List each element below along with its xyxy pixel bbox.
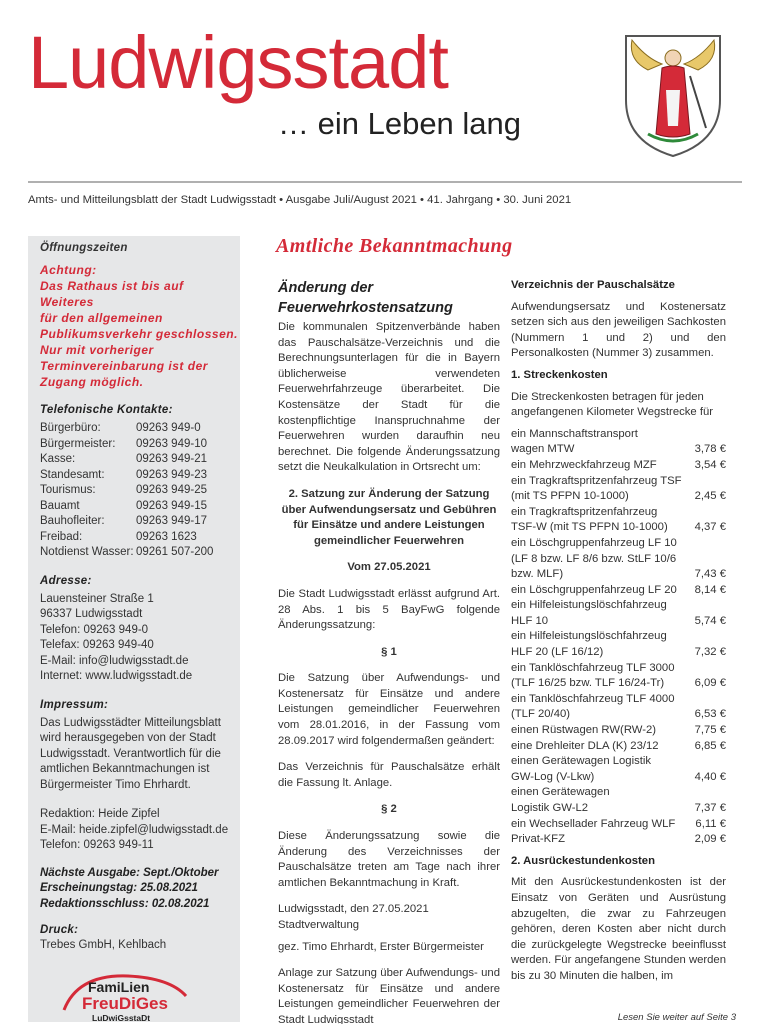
- fee-item-label: ein Tragkraftspritzenfahrzeug TSF: [511, 474, 682, 487]
- section-1-intro: Die Streckenkosten betragen für jeden angefangenen Kilometer Wegstrecke für: [511, 390, 713, 419]
- fee-row: [511, 614, 726, 630]
- section-2-title: 2. Ausrückestundenkosten: [511, 854, 655, 867]
- fee-row: [511, 458, 726, 474]
- contact-label: Notdienst Wasser:: [40, 546, 134, 558]
- fee-item-value: 6,09 €: [694, 677, 726, 690]
- signature-place-date: Ludwigsstadt, den 27.05.2021: [278, 903, 429, 916]
- impressum-line: Das Ludwigsstädter Mitteilungsblatt: [40, 716, 221, 729]
- paragraph-1-text: Die Satzung über Aufwendungs- und Kostenersatz für Einsätze und andere Leistungen gemeindlicher Feuerwehren vom 28.01.2016, in der Fassung vom 28.09.2017 wird folgendermaßen geändert:: [278, 672, 500, 747]
- masthead-title: Ludwigsstadt: [28, 21, 448, 104]
- fee-item-label: bzw. MLF): [511, 568, 564, 581]
- fee-item-value: 7,75 €: [694, 724, 726, 737]
- header-rule: [28, 181, 742, 183]
- fee-list: [511, 427, 726, 848]
- hours-title: Öffnungszeiten: [40, 242, 128, 254]
- fee-row: [511, 520, 726, 536]
- fee-item-value: 5,74 €: [694, 614, 726, 627]
- article-column-1: [278, 278, 500, 1024]
- contact-row: [40, 421, 240, 437]
- fee-row: [511, 567, 726, 583]
- signature-org: Stadtverwaltung: [278, 919, 360, 931]
- fee-item-value: 3,78 €: [694, 443, 726, 456]
- fee-item-label: eine Drehleiter DLA (K) 23/12: [511, 739, 659, 752]
- email-link[interactable]: E-Mail: info@ludwigsstadt.de: [40, 654, 189, 667]
- fee-item-label: GW-Log (V-Lkw): [511, 770, 595, 783]
- logo-text-familien: FamiLien: [88, 978, 150, 995]
- print-title: Druck:: [40, 924, 79, 936]
- paragraph-2-text: Diese Änderungssatzung sowie die Änderung des Verzeichnisses der Pauschalsätze treten am Tage nach ihrer amtlichen Bekanntmachung in Kraft.: [278, 830, 500, 889]
- contact-label: Bürgerbüro:: [40, 422, 101, 434]
- fax-line: Telefax: 09263 949-40: [40, 639, 154, 651]
- address-line: Lauensteiner Straße 1: [40, 592, 154, 605]
- familien-freudiges-logo: [58, 966, 198, 1024]
- article-intro: Die kommunalen Spitzenverbände haben das Pauschalsätze-Verzeichnis und die Berechnungsunterlagen für die in Bayern üblicherweise verwendeten Feuerwehrfahrzeuge überarbeitet. Die Kostensätze der Stadt für die kostenpflichtige Inanspruchnahme der Feuerwehren wurden daraufhin neu berechnet. Die folgende Änderungssatzung setzt die Neukalkulation in Ortsrecht um:: [278, 321, 500, 474]
- next-issue-line: Nächste Ausgabe: Sept./Oktober: [40, 866, 219, 879]
- contact-row: [40, 437, 240, 453]
- impressum-line: wird herausgegeben von der Stadt: [40, 732, 216, 744]
- fee-item-value: 7,37 €: [694, 802, 726, 814]
- fee-item-value: 6,53 €: [694, 708, 726, 721]
- contact-phone: 09263 949-23: [136, 468, 207, 481]
- alert-line: Das Rathaus ist bis auf Weiteres: [40, 279, 184, 309]
- fee-item-value: 8,14 €: [694, 583, 726, 596]
- fee-item-label: Logistik GW-L2: [511, 802, 589, 814]
- coat-of-arms-icon: [618, 30, 728, 160]
- fee-row: [511, 536, 726, 552]
- fee-item-label: einen Gerätewagen Logistik: [511, 755, 652, 768]
- fee-row: [511, 832, 726, 848]
- fee-item-label: wagen MTW: [511, 443, 575, 456]
- fee-row: [511, 661, 726, 677]
- fees-title: Verzeichnis der Pauschalsätze: [511, 279, 675, 291]
- section-2-text: Mit den Ausrückestundenkosten ist der Einsatz von Geräten und Ausrüstung abzugelten, die zwar zu Fahrzeugen gehören, deren Kosten aber nicht durch die zurückgelegte Wegstrecke beeinflusst werden. Für angefangene Stunden werden bis zu 30 Minuten die halben, im: [511, 876, 726, 982]
- fee-item-value: 2,09 €: [694, 833, 726, 846]
- article-title: Änderung der Feuerwehrkostensatzung: [278, 280, 453, 316]
- fee-row: [511, 692, 726, 708]
- fee-row: [511, 629, 726, 645]
- logo-text-freudiges: FreuDiGes: [82, 993, 168, 1013]
- editor-phone: Telefon: 09263 949-11: [40, 839, 154, 851]
- contact-label: Bauamt: [40, 499, 80, 512]
- fee-item-value: 6,85 €: [694, 739, 726, 752]
- fee-row: [511, 552, 726, 568]
- contact-label: Kasse:: [40, 453, 76, 465]
- fee-item-value: 7,43 €: [694, 568, 726, 581]
- fee-row: [511, 427, 726, 443]
- fee-item-label: einen Gerätewagen: [511, 786, 610, 799]
- statute-title: 2. Satzung zur Änderung der Satzung über Aufwendungsersatz und Gebühren für Einsätze und andere Leistungen gemeindlicher Feuerwehren: [281, 487, 497, 547]
- masthead-subtitle: … ein Leben lang: [278, 106, 522, 141]
- deadline-line: Redaktionsschluss: 02.08.2021: [40, 897, 210, 910]
- statute-date: Vom 27.05.2021: [347, 561, 431, 574]
- closure-alert: [40, 262, 240, 390]
- sidebar: [28, 236, 240, 1022]
- impressum-line: amtlichen Bekanntmachungen ist: [40, 763, 210, 775]
- fee-row: [511, 754, 726, 770]
- fee-item-label: ein Tanklöschfahrzeug TLF 4000: [511, 692, 675, 705]
- fee-item-label: ein Löschgruppenfahrzeug LF 10: [511, 536, 677, 549]
- fee-item-label: (TLF 16/25 bzw. TLF 16/24-Tr): [511, 677, 665, 690]
- contact-row: [40, 499, 240, 515]
- fee-row: [511, 583, 726, 599]
- contact-row: [40, 468, 240, 484]
- fee-item-value: 7,32 €: [694, 646, 726, 659]
- contact-label: Tourismus:: [40, 484, 96, 496]
- contact-label: Bürgermeister:: [40, 437, 116, 450]
- contact-phone: 09263 949-0: [136, 422, 201, 434]
- editor-block: [40, 807, 240, 854]
- impressum-line: Ludwigsstadt. Verantwortlich für die: [40, 747, 221, 760]
- fee-row: [511, 505, 726, 521]
- article-column-2: [511, 278, 726, 985]
- address-title: Adresse:: [40, 574, 92, 587]
- fee-row: [511, 739, 726, 755]
- alert-line: Publikumsverkehr geschlossen.: [40, 327, 238, 341]
- phone-line: Telefon: 09263 949-0: [40, 623, 149, 636]
- fee-item-value: 2,45 €: [694, 490, 726, 503]
- contact-row: [40, 483, 240, 499]
- fee-item-label: HLF 10: [511, 614, 549, 627]
- alert-line: Terminvereinbarung ist der: [40, 359, 208, 373]
- impressum-block: [40, 716, 240, 794]
- fee-row: [511, 707, 726, 723]
- fee-row: [511, 801, 726, 817]
- fee-row: [511, 474, 726, 490]
- contact-row: [40, 530, 240, 546]
- fee-item-label: TSF-W (mit TS PFPN 10-1000): [511, 521, 668, 534]
- annex-text: Anlage zur Satzung über Aufwendungs- und Kostenersatz für Einsätze und andere Leistungen gemeindlicher Feuerwehren der Stadt Ludwigsstadt: [278, 967, 500, 1024]
- alert-line: Zugang möglich.: [40, 375, 144, 389]
- fee-row: [511, 676, 726, 692]
- fee-item-label: HLF 20 (LF 16/12): [511, 646, 604, 659]
- fee-item-label: (mit TS PFPN 10-1000): [511, 490, 629, 503]
- alert-line: für den allgemeinen: [40, 311, 163, 325]
- editor-email-link[interactable]: E-Mail: heide.zipfel@ludwigsstadt.de: [40, 823, 229, 836]
- contact-label: Freibad:: [40, 530, 83, 543]
- section-1-title: 1. Streckenkosten: [511, 368, 608, 381]
- fee-item-label: ein Tanklöschfahrzeug TLF 3000: [511, 661, 675, 674]
- fee-item-label: ein Wechsellader Fahrzeug WLF: [511, 817, 676, 830]
- fee-item-label: ein Hilfeleistungslöschfahrzeug: [511, 599, 667, 612]
- logo-text-ludwigsstadt: LuDwiGsstaDt: [92, 1012, 151, 1023]
- contact-row: [40, 514, 240, 530]
- contact-phone: 09263 949-25: [136, 484, 207, 496]
- alert-line: Achtung:: [40, 263, 97, 277]
- contacts-list: [40, 421, 240, 561]
- fee-row: [511, 598, 726, 614]
- fee-row: [511, 817, 726, 833]
- fee-row: [511, 770, 726, 786]
- preamble: Die Stadt Ludwigsstadt erlässt aufgrund Art. 28 Abs. 1 bis 5 BayFwG folgende Änderungssatzung:: [278, 587, 500, 632]
- release-date-line: Erscheinungstag: 25.08.2021: [40, 882, 198, 894]
- impressum-line: Bürgermeister Timo Ehrhardt.: [40, 778, 191, 791]
- fee-item-label: ein Hilfeleistungslöschfahrzeug: [511, 630, 667, 643]
- fee-item-label: ein Löschgruppenfahrzeug LF 20: [511, 583, 677, 596]
- issue-line: Amts- und Mitteilungsblatt der Stadt Ludwigsstadt • Ausgabe Juli/August 2021 • 41. Jahrgang • 30. Juni 2021: [28, 194, 572, 206]
- fee-item-value: 3,54 €: [694, 458, 726, 471]
- website-link[interactable]: Internet: www.ludwigsstadt.de: [40, 670, 193, 682]
- contact-phone: 09263 949-10: [136, 437, 207, 450]
- fee-row: [511, 645, 726, 661]
- paragraph-1-text-2: Das Verzeichnis für Pauschalsätze erhält die Fassung lt. Anlage.: [278, 761, 500, 789]
- printer-name: Trebes GmbH, Kehlbach: [40, 939, 167, 951]
- alert-line: Nur mit vorheriger: [40, 343, 154, 357]
- paragraph-1-title: § 1: [381, 645, 397, 658]
- signature-name: gez. Timo Ehrhardt, Erster Bürgermeister: [278, 940, 484, 953]
- fee-item-value: 4,37 €: [694, 521, 726, 534]
- address-line: 96337 Ludwigsstadt: [40, 608, 143, 620]
- fee-row: [511, 489, 726, 505]
- next-issue-block: [40, 866, 240, 913]
- contact-phone: 09263 1623: [136, 530, 197, 543]
- section-title: Amtliche Bekanntmachung: [276, 235, 513, 257]
- contacts-title: Telefonische Kontakte:: [40, 404, 173, 416]
- fee-item-label: (LF 8 bzw. LF 8/6 bzw. StLF 10/6: [511, 552, 677, 565]
- fee-item-label: ein Tragkraftspritzenfahrzeug: [511, 505, 658, 518]
- address-block: [40, 592, 240, 685]
- fee-item-value: 6,11 €: [695, 817, 726, 830]
- paragraph-2-title: § 2: [381, 803, 397, 816]
- contact-label: Standesamt:: [40, 468, 105, 481]
- fee-row: [511, 442, 726, 458]
- fee-item-label: einen Rüstwagen RW(RW-2): [511, 724, 657, 737]
- fee-item-label: Privat-KFZ: [511, 833, 565, 846]
- continued-note: Lesen Sie weiter auf Seite 3: [617, 1012, 736, 1023]
- contact-row: [40, 452, 240, 468]
- fees-intro: Aufwendungsersatz und Kostenersatz setzen sich aus den jeweiligen Sachkosten (Nummern 1 und 2) und den Personalkosten (Nummer 3) zusammen.: [511, 300, 726, 360]
- impressum-title: Impressum:: [40, 698, 109, 711]
- contact-phone: 09263 949-15: [136, 499, 207, 512]
- fee-item-value: 4,40 €: [694, 770, 726, 783]
- contact-phone: 09263 949-17: [136, 515, 207, 527]
- contact-row: [40, 545, 240, 561]
- fee-item-label: (TLF 20/40): [511, 708, 571, 721]
- editor-name: Redaktion: Heide Zipfel: [40, 808, 160, 820]
- contact-phone: 09263 949-21: [136, 453, 207, 465]
- fee-row: [511, 723, 726, 739]
- fee-item-label: ein Mehrzweckfahrzeug MZF: [511, 458, 657, 471]
- fee-row: [511, 785, 726, 801]
- fee-item-label: ein Mannschaftstransport: [511, 427, 638, 440]
- contact-phone: 09261 507-200: [136, 546, 214, 558]
- contact-label: Bauhofleiter:: [40, 515, 105, 527]
